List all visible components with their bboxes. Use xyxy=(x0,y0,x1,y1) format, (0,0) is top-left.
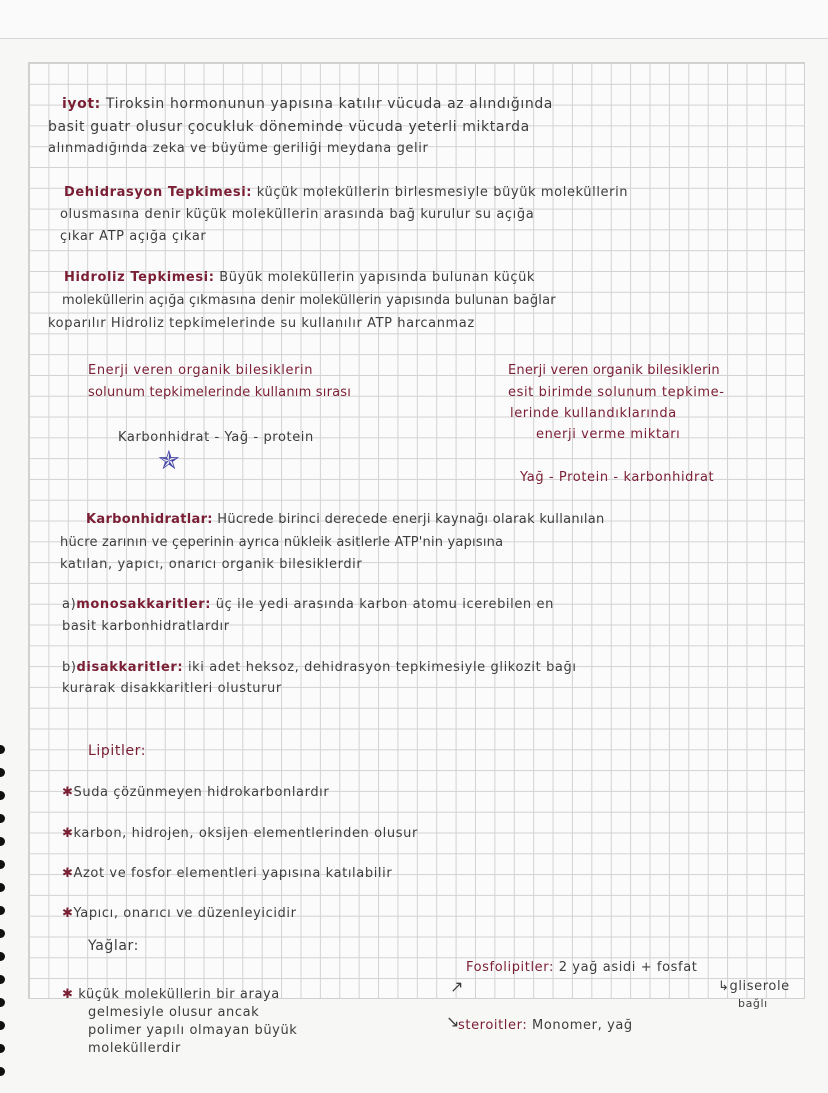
dehidrasyon-heading: Dehidrasyon Tepkimesi: xyxy=(64,185,253,200)
text: Hücrede birinci derecede enerji kaynağı olarak kullanılan xyxy=(217,512,605,527)
iyot-line-1 xyxy=(62,96,553,112)
hidroliz-line-1 xyxy=(64,270,535,285)
monosakkaritler-line-2: basit karbonhidratlardır xyxy=(62,619,230,634)
energy-left-line-2: solunum tepkimelerinde kullanım sırası xyxy=(88,385,352,400)
top-page-edge xyxy=(0,0,828,39)
gliserole-note: ↳gliserole xyxy=(718,979,790,994)
bullet-star-icon: ✱ xyxy=(62,906,74,921)
karbonhidratlar-line-1 xyxy=(86,512,605,527)
star-doodle-icon: ✯ xyxy=(158,446,180,476)
yaglar-line-4: moleküllerdir xyxy=(88,1041,181,1056)
energy-right-line-1: Enerji veren organik bilesiklerin xyxy=(508,363,720,378)
bullet-star-icon: ✱ xyxy=(62,866,74,881)
arrow-down-icon: ↘ xyxy=(446,1012,461,1031)
lipitler-bullet-1 xyxy=(62,785,329,800)
energy-right-line-4: enerji verme miktarı xyxy=(536,427,681,442)
iyot-heading: iyot: xyxy=(62,96,101,112)
grid-paper xyxy=(28,62,805,999)
text: Tiroksin hormonunun yapısına katılır vücuda az alındığında xyxy=(105,96,553,112)
text: üç ile yedi arasında karbon atomu icerebilen en xyxy=(215,597,554,612)
text: Yapıcı, onarıcı ve düzenleyicidir xyxy=(73,906,297,921)
lipitler-bullet-4 xyxy=(62,906,297,921)
bullet-star-icon: ✱ xyxy=(62,785,74,800)
text: Büyük moleküllerin yapısında bulunan küçük xyxy=(219,270,536,285)
bagli-note: bağlı xyxy=(738,997,768,1010)
arrow-up-icon: ↗ xyxy=(450,977,465,996)
dehidrasyon-line-2: olusmasına denir küçük moleküllerin arasında bağ kurulur su açığa xyxy=(60,207,535,222)
label-prefix: b) xyxy=(62,660,77,675)
hidroliz-line-3: koparılır Hidroliz tepkimelerinde su kullanılır ATP harcanmaz xyxy=(48,316,475,331)
dehidrasyon-line-1 xyxy=(64,185,628,200)
text: küçük moleküllerin bir araya xyxy=(78,987,280,1002)
text: karbon, hidrojen, oksijen elementlerinden olusur xyxy=(73,826,418,841)
energy-right-order: Yağ - Protein - karbonhidrat xyxy=(520,470,715,485)
karbonhidratlar-line-3: katılan, yapıcı, onarıcı organik bilesiklerdir xyxy=(60,557,363,572)
disakkaritler-line-2: kurarak disakkaritleri olusturur xyxy=(62,681,282,696)
energy-left-order: Karbonhidrat - Yağ - protein xyxy=(118,430,314,445)
disakkaritler-heading: disakkaritler: xyxy=(76,660,184,675)
monosakkaritler-line-1 xyxy=(62,597,554,612)
energy-right-line-2: esit birimde solunum tepkime- xyxy=(508,385,725,400)
dehidrasyon-line-3: çıkar ATP açığa çıkar xyxy=(60,229,207,244)
disakkaritler-line-1 xyxy=(62,660,577,675)
fosfolipitler-line xyxy=(466,960,697,975)
text: iki adet heksoz, dehidrasyon tepkimesiyle glikozit bağı xyxy=(187,660,577,675)
iyot-line-3: alınmadığında zeka ve büyüme geriliği meydana gelir xyxy=(48,141,429,156)
hidroliz-line-2: moleküllerin açığa çıkmasına denir moleküllerin yapısında bulunan bağlar xyxy=(62,293,556,308)
karbonhidratlar-line-2: hücre zarının ve çeperinin ayrıca nükleik asitlerle ATP'nin yapısına xyxy=(60,535,504,550)
karbonhidratlar-heading: Karbonhidratlar: xyxy=(86,512,213,527)
lipitler-bullet-2 xyxy=(62,826,418,841)
bullet-star-icon: ✱ xyxy=(62,826,74,841)
monosakkaritler-heading: monosakkaritler: xyxy=(76,597,212,612)
yaglar-line-3: polimer yapılı olmayan büyük xyxy=(88,1023,298,1038)
text: Monomer, yağ xyxy=(532,1018,633,1033)
text: 2 yağ asidi + fosfat xyxy=(558,960,698,975)
text: Suda çözünmeyen hidrokarbonlardır xyxy=(73,785,330,800)
yaglar-line-1 xyxy=(62,987,280,1002)
text: Azot ve fosfor elementleri yapısına katılabilir xyxy=(73,866,393,881)
steroitler-heading: steroitler: xyxy=(458,1018,528,1033)
steroitler-line xyxy=(458,1018,633,1033)
energy-right-line-3: lerinde kullandıklarında xyxy=(510,406,677,421)
label-prefix: a) xyxy=(62,597,77,612)
yaglar-line-2: gelmesiyle olusur ancak xyxy=(88,1005,260,1020)
lipitler-bullet-3 xyxy=(62,866,392,881)
bullet-star-icon: ✱ xyxy=(62,987,74,1002)
text: küçük moleküllerin birlesmesiyle büyük moleküllerin xyxy=(256,185,629,200)
energy-left-line-1: Enerji veren organik bilesiklerin xyxy=(88,363,314,378)
lipitler-heading: Lipitler: xyxy=(88,743,147,759)
hidroliz-heading: Hidroliz Tepkimesi: xyxy=(64,270,215,285)
yaglar-heading: Yağlar: xyxy=(88,938,139,954)
iyot-line-2: basit guatr olusur çocukluk döneminde vücuda yeterli miktarda xyxy=(48,119,530,135)
fosfolipitler-heading: Fosfolipitler: xyxy=(466,960,554,975)
